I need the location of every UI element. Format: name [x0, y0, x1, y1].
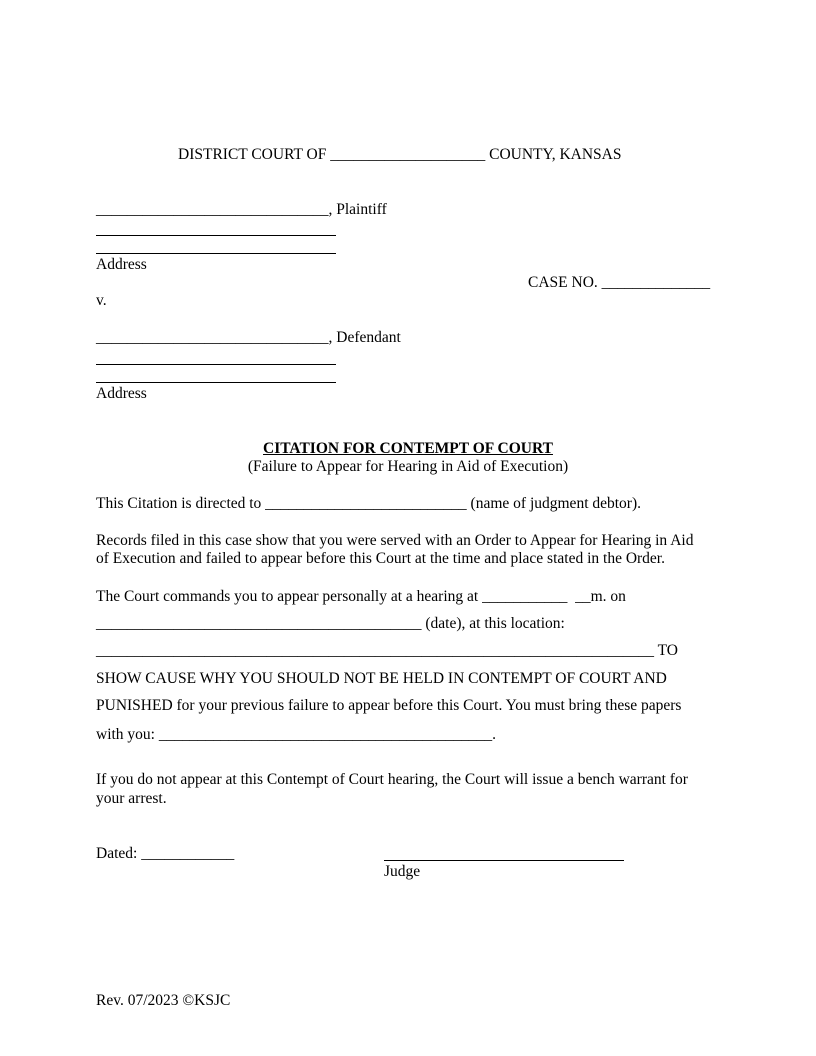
plaintiff-address-line-2: [96, 253, 336, 254]
judge-signature-line: [384, 860, 624, 861]
commands-line-5: PUNISHED for your previous failure to appear before this Court. You must bring these papers: [96, 697, 682, 714]
warning-line-1: If you do not appear at this Contempt of Court hearing, the Court will issue a bench warrant for: [96, 771, 688, 788]
commands-line-4: SHOW CAUSE WHY YOU SHOULD NOT BE HELD IN CONTEMPT OF COURT AND: [96, 670, 667, 687]
commands-line-2: __________________________________________ (date), at this location:: [96, 615, 565, 632]
records-line-1: Records filed in this case show that you were served with an Order to Appear for Hearing in Aid: [96, 532, 694, 549]
revision-footer: Rev. 07/2023 ©KSJC: [96, 992, 231, 1009]
defendant-address-line-2: [96, 382, 336, 383]
defendant-name-line: ______________________________, Defendant: [96, 329, 401, 346]
defendant-address-label: Address: [96, 385, 147, 402]
judge-label: Judge: [384, 863, 421, 880]
plaintiff-name-line: ______________________________, Plaintiff: [96, 201, 387, 218]
versus: v.: [96, 292, 107, 309]
document-title: CITATION FOR CONTEMPT OF COURT: [263, 440, 553, 457]
dated-line: Dated: ____________: [96, 845, 235, 862]
commands-line-3: ________________________________________________________________________ TO: [96, 642, 678, 659]
commands-line-6: with you: ___________________________________________.: [96, 726, 496, 743]
commands-line-1: The Court commands you to appear personally at a hearing at ___________ __m. on: [96, 588, 626, 605]
court-header: DISTRICT COURT OF ____________________ COUNTY, KANSAS: [178, 146, 622, 163]
records-line-2: of Execution and failed to appear before this Court at the time and place stated in the Order.: [96, 550, 665, 567]
directed-to-line: This Citation is directed to __________________________ (name of judgment debtor).: [96, 495, 642, 512]
warning-line-2: your arrest.: [96, 790, 167, 807]
plaintiff-address-label: Address: [96, 256, 147, 273]
document-subtitle: (Failure to Appear for Hearing in Aid of Execution): [247, 458, 569, 475]
defendant-address-line-1: [96, 364, 336, 365]
case-number: CASE NO. ______________: [528, 274, 711, 291]
plaintiff-address-line-1: [96, 235, 336, 236]
